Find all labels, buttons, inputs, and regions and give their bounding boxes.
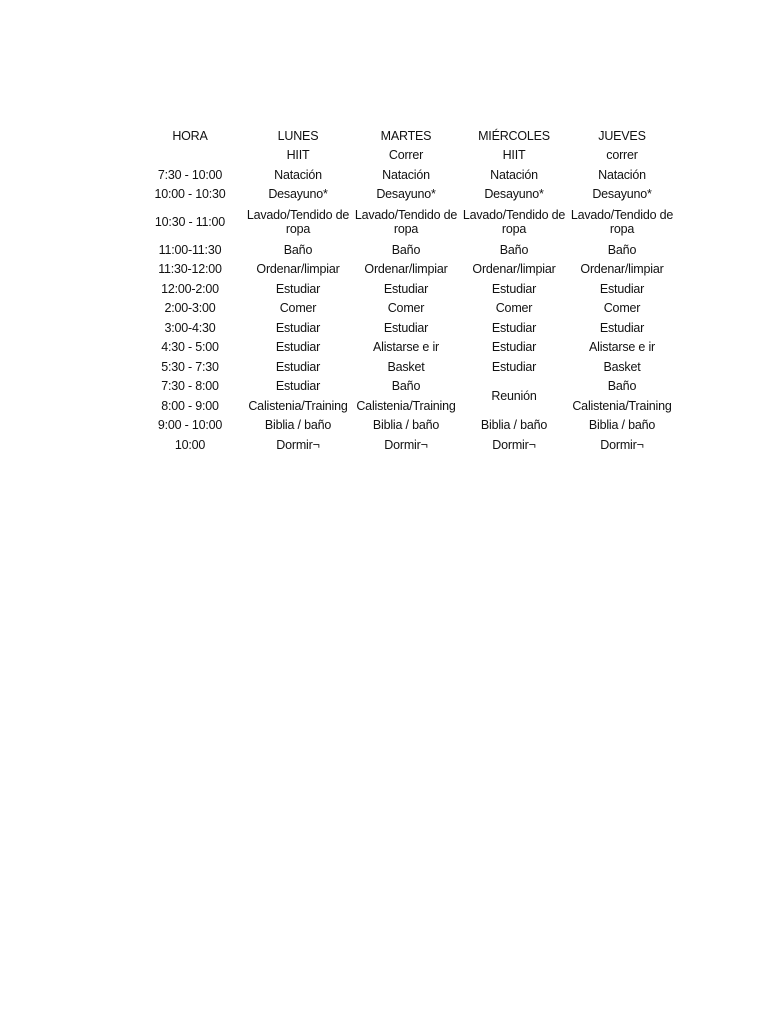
activity-cell: Estudiar <box>275 281 321 296</box>
activity-cell: Ordenar/limpiar <box>472 262 556 277</box>
header-jueves: JUEVES <box>598 128 646 143</box>
activity-cell: Dormir¬ <box>600 437 644 452</box>
activity-cell: Lavado/Tendido de ropa <box>246 208 350 236</box>
time-cell: 7:30 - 10:00 <box>157 167 223 182</box>
activity-cell: HIIT <box>286 148 310 163</box>
table-row <box>136 240 676 260</box>
activity-cell: Ordenar/limpiar <box>364 262 448 277</box>
activity-cell: Biblia / baño <box>264 418 332 433</box>
activity-cell: Estudiar <box>599 281 645 296</box>
activity-cell: Baño <box>283 242 313 257</box>
time-cell <box>136 146 244 166</box>
activity-cell: Comer <box>387 301 425 316</box>
activity-cell: HIIT <box>502 148 526 163</box>
table-row <box>136 435 676 455</box>
activity-cell: Lavado/Tendido de ropa <box>462 208 566 236</box>
activity-cell: Dormir¬ <box>276 437 320 452</box>
activity-cell: Baño <box>607 242 637 257</box>
time-cell: 12:00-2:00 <box>161 281 219 296</box>
time-cell: 9:00 - 10:00 <box>157 418 223 433</box>
activity-cell: Ordenar/limpiar <box>580 262 664 277</box>
activity-cell: Dormir¬ <box>492 437 536 452</box>
time-cell: 7:30 - 8:00 <box>161 379 219 394</box>
table-row <box>136 146 676 166</box>
activity-cell: Estudiar <box>383 320 429 335</box>
activity-cell: Natación <box>598 167 646 182</box>
time-cell: 2:00-3:00 <box>164 301 216 316</box>
activity-cell: Estudiar <box>491 320 537 335</box>
activity-cell: Dormir¬ <box>384 437 428 452</box>
activity-cell: Natación <box>274 167 322 182</box>
activity-cell: Estudiar <box>599 320 645 335</box>
activity-cell: Estudiar <box>383 281 429 296</box>
table-row <box>136 279 676 299</box>
table-row <box>136 299 676 319</box>
activity-cell: Desayuno* <box>268 187 328 202</box>
activity-cell: Ordenar/limpiar <box>256 262 340 277</box>
activity-cell: Baño <box>391 242 421 257</box>
time-cell: 3:00-4:30 <box>164 320 216 335</box>
activity-cell: Desayuno* <box>592 187 652 202</box>
activity-cell: Estudiar <box>491 359 537 374</box>
activity-cell: Correr <box>388 148 424 163</box>
activity-cell: Biblia / baño <box>372 418 440 433</box>
time-cell: 5:30 - 7:30 <box>161 359 219 374</box>
activity-cell: Estudiar <box>491 340 537 355</box>
activity-cell: Biblia / baño <box>588 418 656 433</box>
time-cell: 10:00 <box>174 437 206 452</box>
time-cell: 11:30-12:00 <box>158 262 222 277</box>
time-cell: 4:30 - 5:00 <box>161 340 219 355</box>
activity-cell: Baño <box>499 242 529 257</box>
time-cell: 11:00-11:30 <box>158 242 222 257</box>
activity-cell: Baño <box>607 379 637 394</box>
time-cell: 10:30 - 11:00 <box>154 215 226 229</box>
table-row <box>136 357 676 377</box>
activity-cell: Comer <box>603 301 641 316</box>
header-martes: MARTES <box>380 128 432 143</box>
header-row <box>136 126 676 146</box>
activity-cell: Biblia / baño <box>480 418 548 433</box>
table-row <box>136 396 676 416</box>
table-row <box>136 377 676 397</box>
header-miercoles: MIÉRCOLES <box>478 128 550 143</box>
activity-cell: Estudiar <box>275 359 321 374</box>
table-row <box>136 338 676 358</box>
activity-cell: Calistenia/Training <box>356 398 456 413</box>
activity-cell: Natación <box>490 167 538 182</box>
activity-cell: Lavado/Tendido de ropa <box>354 208 458 236</box>
activity-cell: Lavado/Tendido de ropa <box>570 208 674 236</box>
activity-cell: Estudiar <box>491 281 537 296</box>
activity-cell: correr <box>606 148 638 163</box>
activity-cell: Basket <box>387 359 425 374</box>
activity-cell: Basket <box>603 359 641 374</box>
activity-cell: Estudiar <box>275 379 321 394</box>
activity-cell-merged: Reunión <box>491 389 537 403</box>
time-cell: 8:00 - 9:00 <box>161 398 219 413</box>
activity-cell: Baño <box>391 379 421 394</box>
activity-cell: Desayuno* <box>376 187 436 202</box>
activity-cell: Calistenia/Training <box>572 398 672 413</box>
activity-cell: Desayuno* <box>484 187 544 202</box>
activity-cell: Estudiar <box>275 340 321 355</box>
table-row <box>136 318 676 338</box>
table-row <box>136 165 676 185</box>
activity-cell: Comer <box>279 301 317 316</box>
activity-cell: Comer <box>495 301 533 316</box>
activity-cell: Calistenia/Training <box>248 398 348 413</box>
schedule-table <box>136 126 676 455</box>
header-hora: HORA <box>172 128 208 143</box>
table-row <box>136 260 676 280</box>
header-lunes: LUNES <box>277 128 319 143</box>
table-row <box>136 204 676 240</box>
table-row <box>136 185 676 205</box>
time-cell: 10:00 - 10:30 <box>154 187 226 202</box>
activity-cell: Natación <box>382 167 430 182</box>
activity-cell: Alistarse e ir <box>373 340 439 355</box>
activity-cell: Estudiar <box>275 320 321 335</box>
table-row <box>136 416 676 436</box>
activity-cell: Alistarse e ir <box>589 340 655 355</box>
